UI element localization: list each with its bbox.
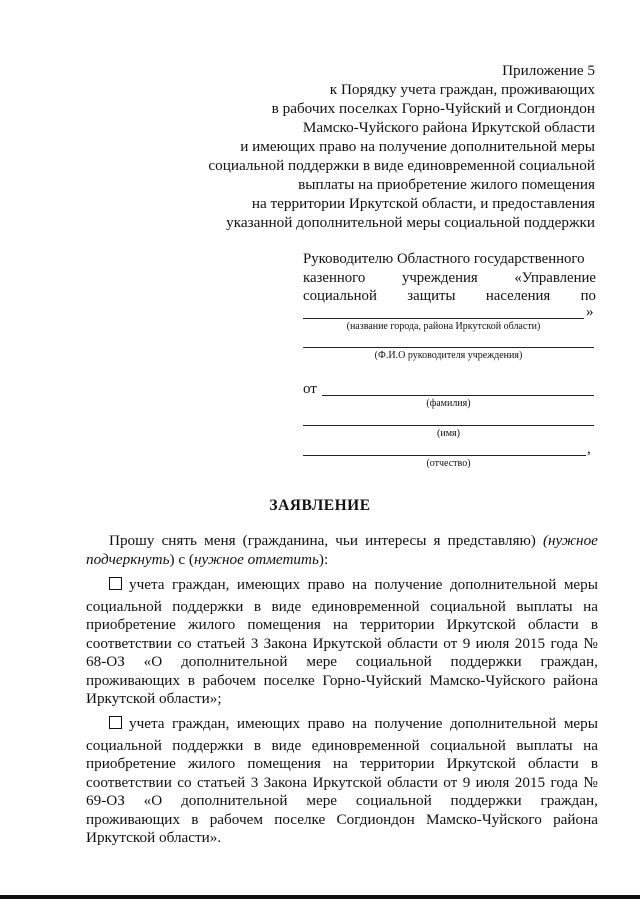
option-1-line: приобретение жилого помещения на территории Иркутской области в bbox=[86, 616, 598, 633]
option-1-line: проживающих в рабочем поселке Горно-Чуйский Мамско-Чуйского района bbox=[86, 671, 598, 689]
comma: , bbox=[587, 441, 591, 457]
header-line: и имеющих право на получение дополнительной меры bbox=[240, 138, 595, 155]
intro-line: подчеркнуть) с (нужное отметить): bbox=[86, 550, 329, 568]
caption-surname: (фамилия) bbox=[426, 398, 471, 409]
option-2-line: приобретение жилого помещения на территории Иркутской области в bbox=[86, 755, 598, 772]
patronymic-field-line[interactable] bbox=[303, 455, 586, 456]
caption-patronymic: (отчество) bbox=[426, 458, 471, 469]
addressee-line: социальной защиты населения по bbox=[303, 288, 596, 304]
name-field-line[interactable] bbox=[303, 425, 594, 426]
option-2-line: проживающих в рабочем поселке Согдиондон Мамско-Чуйского района bbox=[86, 810, 598, 828]
option-2-line: соответствии со статьей 3 Закона Иркутской области от 9 июля 2015 года № bbox=[86, 773, 598, 791]
header-line: в рабочих поселках Горно-Чуйский и Согдиондон bbox=[271, 100, 595, 117]
caption-name: (имя) bbox=[437, 428, 460, 439]
header-line: на территории Иркутской области, и предоставления bbox=[251, 195, 595, 212]
surname-field-line[interactable] bbox=[322, 395, 594, 396]
option-2-line: Иркутской области». bbox=[86, 829, 222, 846]
option-2-line: 69-ОЗ «О дополнительной мере социальной поддержки граждан, bbox=[86, 792, 598, 809]
option-2-line: учета граждан, имеющих право на получение дополнительной меры bbox=[86, 715, 598, 734]
document-title: ЗАЯВЛЕНИЕ bbox=[269, 497, 371, 514]
city-field-line[interactable] bbox=[303, 318, 584, 319]
caption-head: (Ф.И.О руководителя учреждения) bbox=[374, 350, 523, 361]
option-1-line: 68-ОЗ «О дополнительной мере социальной поддержки граждан, bbox=[86, 653, 598, 670]
addressee-line: Руководителю Областного государственного bbox=[303, 251, 585, 267]
from-label: от bbox=[303, 381, 317, 397]
option-1-checkbox[interactable] bbox=[109, 577, 122, 590]
header-line: указанной дополнительной меры социальной поддержки bbox=[226, 214, 595, 231]
intro-paragraph bbox=[86, 532, 598, 569]
option-1 bbox=[86, 576, 598, 709]
close-quote: » bbox=[586, 304, 594, 320]
option-1-line: социальной поддержки в виде единовременной социальной выплаты на bbox=[86, 597, 598, 615]
header-line: выплаты на приобретение жилого помещения bbox=[298, 176, 595, 193]
option-1-line: учета граждан, имеющих право на получение дополнительной меры bbox=[86, 576, 598, 595]
header-line: Мамско-Чуйского района Иркутской области bbox=[302, 119, 595, 136]
option-2-checkbox[interactable] bbox=[109, 716, 122, 729]
intro-line: Прошу снять меня (гражданина, чьи интересы я представляю) (нужное bbox=[109, 532, 598, 549]
option-1-line: Иркутской области»; bbox=[86, 690, 222, 707]
header-line: социальной поддержки в виде единовременной социальной bbox=[208, 157, 595, 174]
header-line: Приложение 5 bbox=[502, 62, 595, 79]
option-2 bbox=[86, 715, 598, 848]
addressee-line: казенного учреждения «Управление bbox=[303, 270, 596, 286]
header-line: к Порядку учета граждан, проживающих bbox=[329, 81, 595, 98]
option-1-line: соответствии со статьей 3 Закона Иркутской области от 9 июля 2015 года № bbox=[86, 634, 598, 652]
option-2-line: социальной поддержки в виде единовременной социальной выплаты на bbox=[86, 736, 598, 754]
caption-city: (название города, района Иркутской области) bbox=[346, 321, 541, 332]
head-name-field-line[interactable] bbox=[303, 347, 594, 348]
page-bottom-edge bbox=[0, 895, 640, 899]
